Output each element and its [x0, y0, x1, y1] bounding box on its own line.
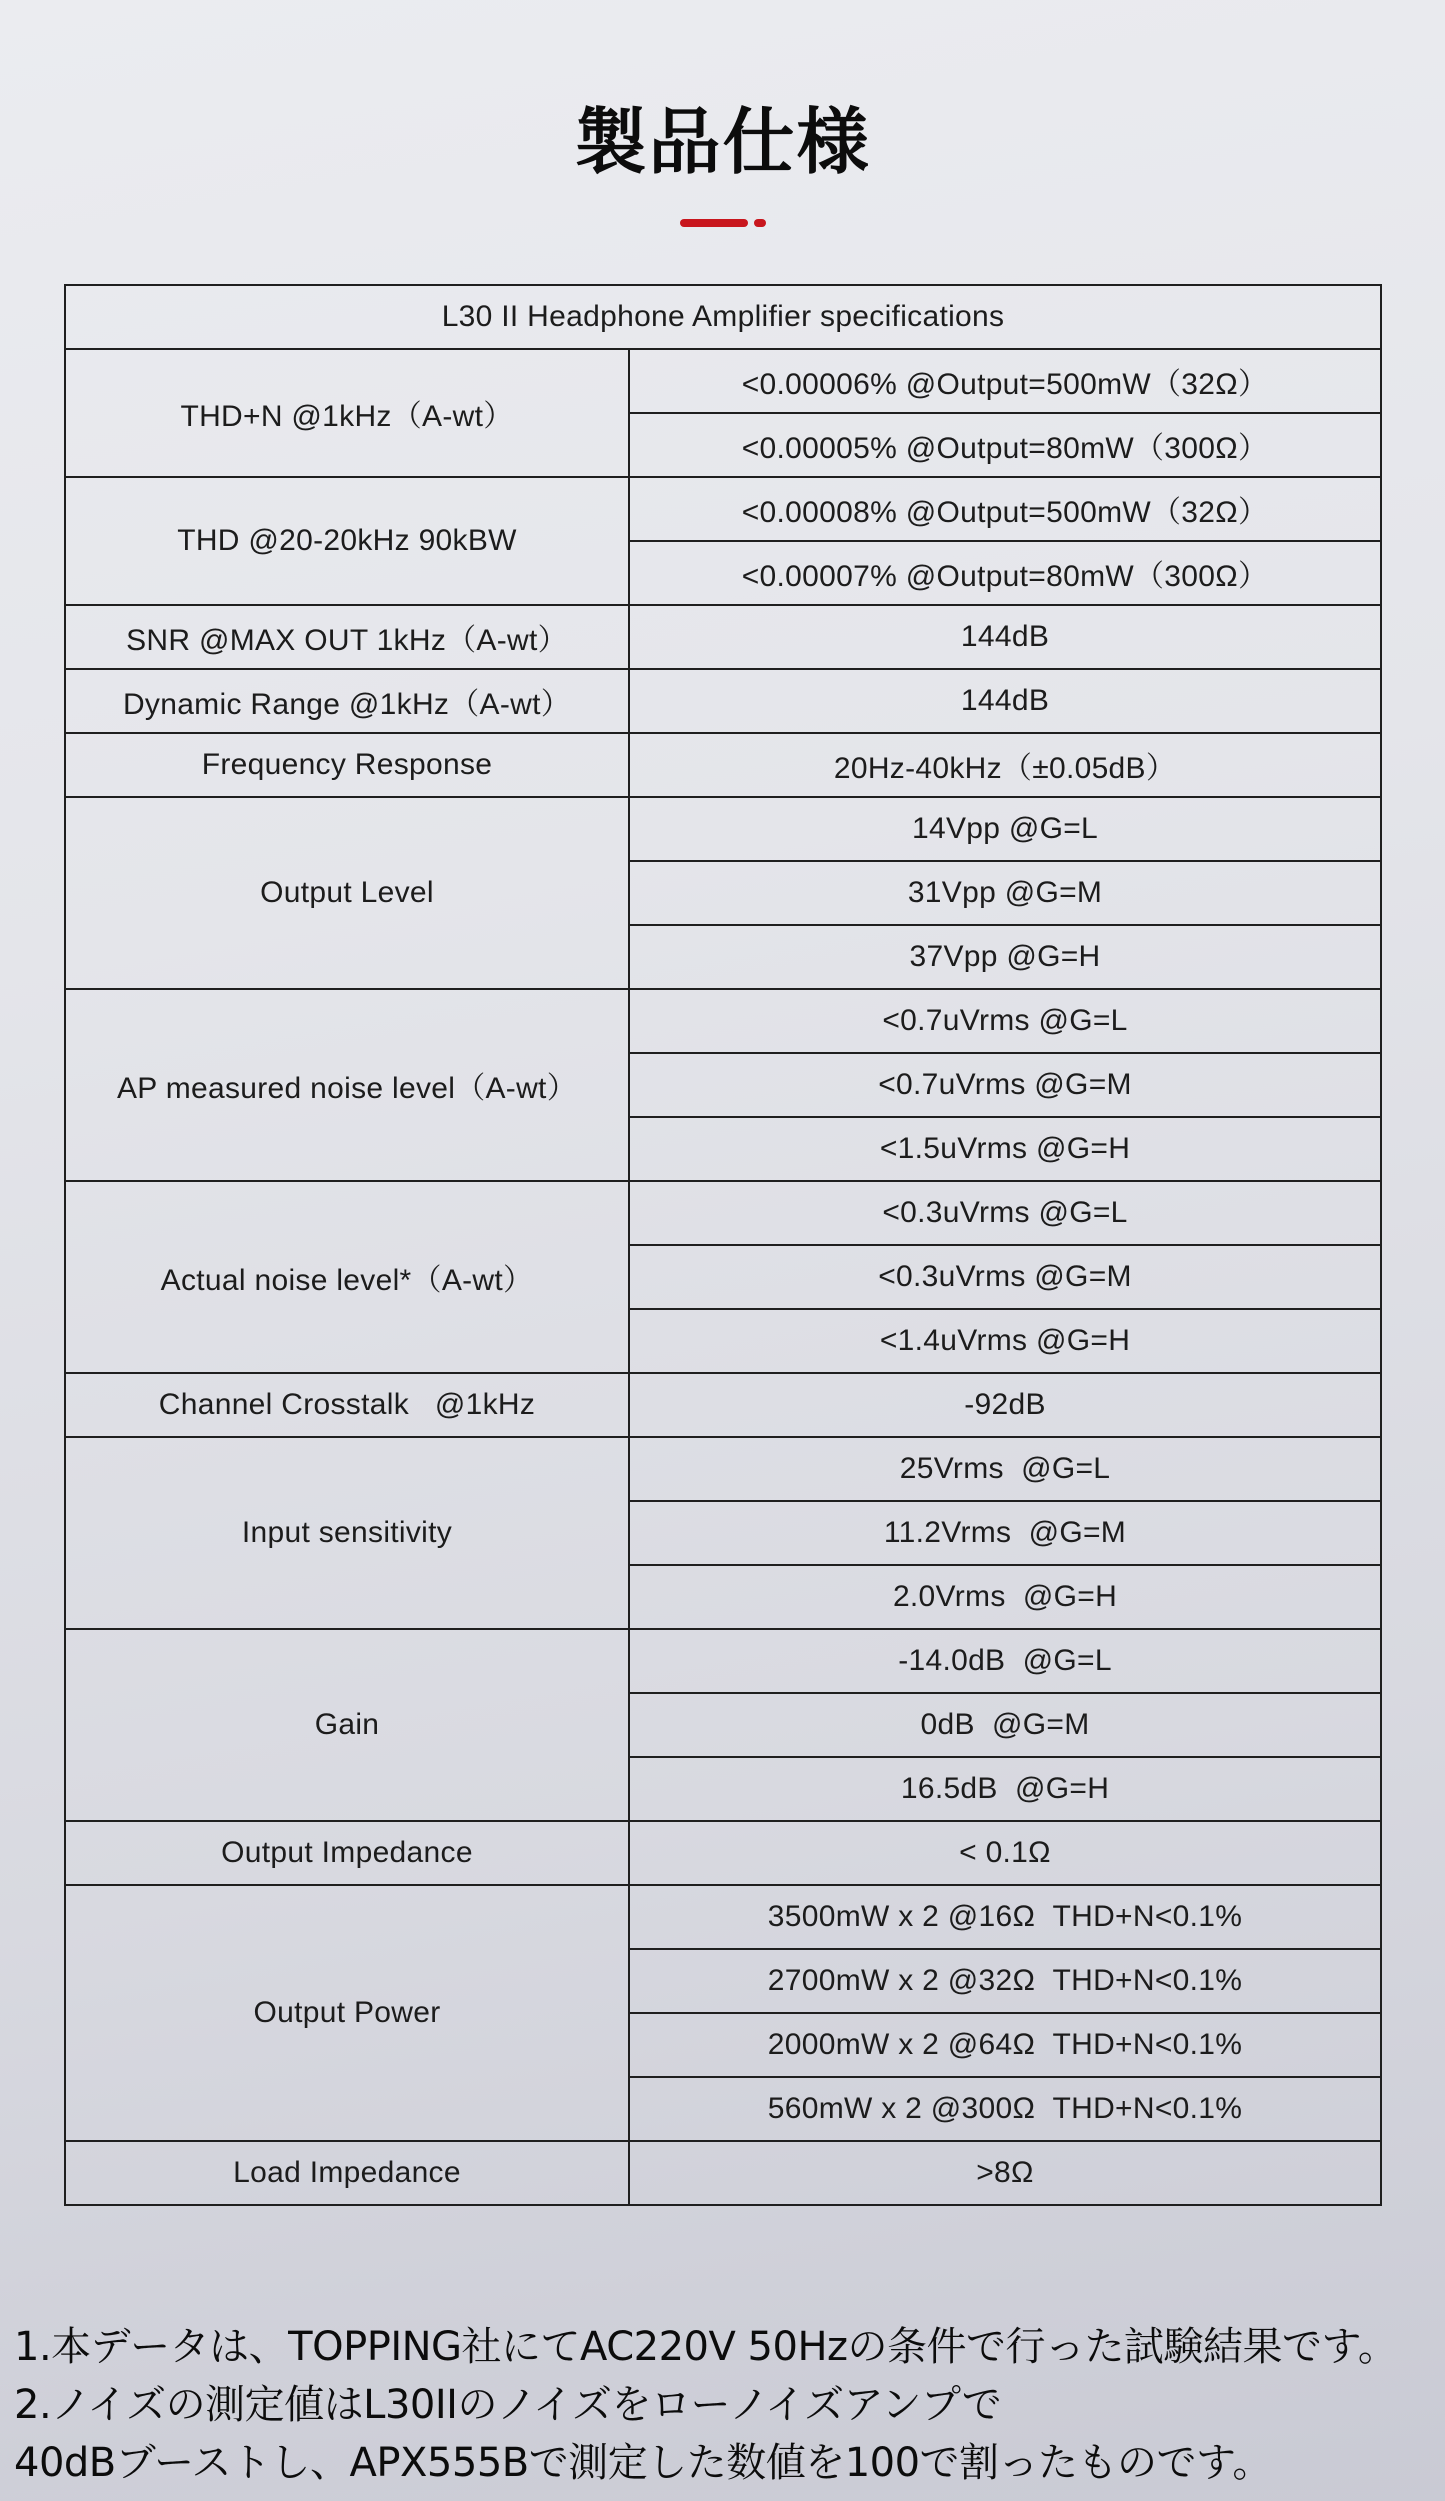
spec-row — [65, 1629, 1381, 1693]
spec-table-header: L30 II Headphone Amplifier specifications — [65, 285, 1381, 349]
spec-value: <0.00007% @Output=80mW（300Ω） — [629, 541, 1381, 605]
spec-label: Gain — [65, 1629, 629, 1821]
spec-value: 560mW x 2 @300Ω THD+N<0.1% — [629, 2077, 1381, 2141]
spec-value: 11.2Vrms @G=M — [629, 1501, 1381, 1565]
spec-label: THD @20-20kHz 90kBW — [65, 477, 629, 605]
spec-row — [65, 1821, 1381, 1885]
page-title: 製品仕様 — [574, 100, 871, 184]
spec-value: < 0.1Ω — [629, 1821, 1381, 1885]
spec-row — [65, 1437, 1381, 1501]
spec-value: <0.00005% @Output=80mW（300Ω） — [629, 413, 1381, 477]
spec-value: 144dB — [629, 669, 1381, 733]
spec-label: Channel Crosstalk @1kHz — [65, 1373, 629, 1437]
footnote-1: 1.本データは、TOPPING社にてAC220V 50Hzの条件で行った試験結果です。 — [14, 2324, 1398, 2370]
footnote-3: 40dBブーストし、APX555Bで測定した数値を100で割ったものです。 — [14, 2440, 1272, 2486]
spec-label: Frequency Response — [65, 733, 629, 797]
spec-label: Dynamic Range @1kHz（A-wt） — [65, 669, 629, 733]
spec-label: THD+N @1kHz（A-wt） — [65, 349, 629, 477]
spec-label: Output Impedance — [65, 1821, 629, 1885]
spec-table-header-row — [65, 285, 1381, 349]
title-accent-divider — [680, 219, 766, 227]
spec-value: <0.3uVrms @G=L — [629, 1181, 1381, 1245]
spec-row — [65, 989, 1381, 1053]
spec-row — [65, 669, 1381, 733]
spec-row — [65, 1181, 1381, 1245]
spec-value: <0.00006% @Output=500mW（32Ω） — [629, 349, 1381, 413]
spec-label: SNR @MAX OUT 1kHz（A-wt） — [65, 605, 629, 669]
spec-value: >8Ω — [629, 2141, 1381, 2205]
spec-row — [65, 605, 1381, 669]
spec-row — [65, 733, 1381, 797]
accent-dot — [754, 219, 766, 227]
spec-value: -92dB — [629, 1373, 1381, 1437]
spec-value: 16.5dB @G=H — [629, 1757, 1381, 1821]
spec-value: <0.3uVrms @G=M — [629, 1245, 1381, 1309]
spec-label: Input sensitivity — [65, 1437, 629, 1629]
spec-value: 14Vpp @G=L — [629, 797, 1381, 861]
footnote-2: 2.ノイズの測定値はL30IIのノイズをローノイズアンプで — [14, 2382, 1002, 2428]
spec-row — [65, 1373, 1381, 1437]
spec-label: AP measured noise level（A-wt） — [65, 989, 629, 1181]
spec-label: Load Impedance — [65, 2141, 629, 2205]
spec-value: <0.00008% @Output=500mW（32Ω） — [629, 477, 1381, 541]
spec-value: 0dB @G=M — [629, 1693, 1381, 1757]
spec-value: 2.0Vrms @G=H — [629, 1565, 1381, 1629]
spec-value: <1.5uVrms @G=H — [629, 1117, 1381, 1181]
spec-table — [64, 284, 1382, 2206]
spec-value: 2700mW x 2 @32Ω THD+N<0.1% — [629, 1949, 1381, 2013]
spec-label: Output Power — [65, 1885, 629, 2141]
spec-label: Actual noise level*（A-wt） — [65, 1181, 629, 1373]
spec-row — [65, 1885, 1381, 1949]
spec-value: -14.0dB @G=L — [629, 1629, 1381, 1693]
spec-value: 2000mW x 2 @64Ω THD+N<0.1% — [629, 2013, 1381, 2077]
spec-row — [65, 2141, 1381, 2205]
spec-value: <0.7uVrms @G=M — [629, 1053, 1381, 1117]
accent-bar — [680, 219, 748, 227]
footnotes — [14, 2318, 1445, 2492]
spec-row — [65, 349, 1381, 413]
spec-value: 31Vpp @G=M — [629, 861, 1381, 925]
spec-value: 144dB — [629, 605, 1381, 669]
spec-label: Output Level — [65, 797, 629, 989]
spec-value: <1.4uVrms @G=H — [629, 1309, 1381, 1373]
spec-value: 20Hz-40kHz（±0.05dB） — [629, 733, 1381, 797]
spec-value: <0.7uVrms @G=L — [629, 989, 1381, 1053]
spec-value: 37Vpp @G=H — [629, 925, 1381, 989]
spec-value: 3500mW x 2 @16Ω THD+N<0.1% — [629, 1885, 1381, 1949]
spec-value: 25Vrms @G=L — [629, 1437, 1381, 1501]
spec-row — [65, 797, 1381, 861]
spec-row — [65, 477, 1381, 541]
